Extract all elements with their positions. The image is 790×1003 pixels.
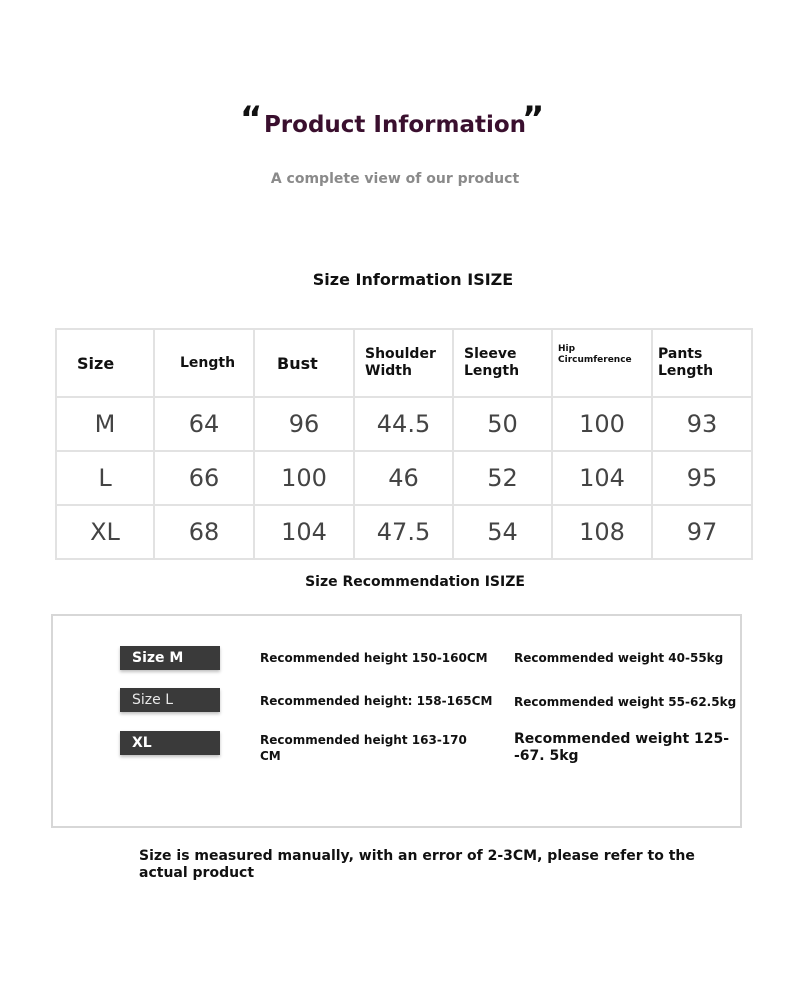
table-cell: 50 [453,397,552,451]
open-quote-mark: “ [240,99,267,139]
table-cell: 46 [354,451,453,505]
table-row [56,451,752,505]
recommended-height-l: Recommended height: 158-165CM [260,694,493,708]
size-badge-l: Size L [120,688,220,712]
table-row [56,397,752,451]
col-header-sleeve-length: Sleeve Length [453,329,552,397]
col-header-bust: Bust [254,329,354,397]
table-cell: 44.5 [354,397,453,451]
recommended-height-xl: Recommended height 163-170 CM [260,733,467,763]
table-cell: 100 [254,451,354,505]
page-subtitle: A complete view of our product [270,171,520,187]
table-cell: 104 [254,505,354,559]
col-header-hip-circumference: Hip Circumference [552,329,652,397]
col-header-size: Size [56,329,154,397]
col-header-pants-length: Pants Length [652,329,752,397]
table-cell: 96 [254,397,354,451]
table-cell: 47.5 [354,505,453,559]
size-recommendation-heading: Size Recommendation ISIZE [305,574,525,590]
size-badge-xl: XL [120,731,220,755]
page-title: Product Information [263,112,527,138]
table-cell: 93 [652,397,752,451]
size-badge-m: Size M [120,646,220,670]
recommended-weight-l: Recommended weight 55-62.5kg [514,695,737,709]
recommended-height-m: Recommended height 150-160CM [260,651,488,665]
table-cell: M [56,397,154,451]
table-row [56,505,752,559]
table-cell: 108 [552,505,652,559]
table-cell: 100 [552,397,652,451]
size-table [55,328,753,560]
table-cell: 66 [154,451,254,505]
table-cell: XL [56,505,154,559]
table-cell: 95 [652,451,752,505]
col-header-shoulder-width: Shoulder Width [354,329,453,397]
table-cell: 68 [154,505,254,559]
table-cell: 52 [453,451,552,505]
table-cell: L [56,451,154,505]
table-cell: 54 [453,505,552,559]
table-cell: 97 [652,505,752,559]
table-cell: 64 [154,397,254,451]
recommended-weight-m: Recommended weight 40-55kg [514,651,724,665]
table-cell: 104 [552,451,652,505]
col-header-length: Length [154,329,254,397]
close-quote-mark: ” [522,99,549,139]
size-table-header-row [56,329,752,397]
measurement-note: Size is measured manually, with an error of 2-3CM, please refer to the actual product [139,848,695,881]
size-info-heading: Size Information ISIZE [312,270,514,289]
recommended-weight-xl: Recommended weight 125--67. 5kg [514,731,730,764]
